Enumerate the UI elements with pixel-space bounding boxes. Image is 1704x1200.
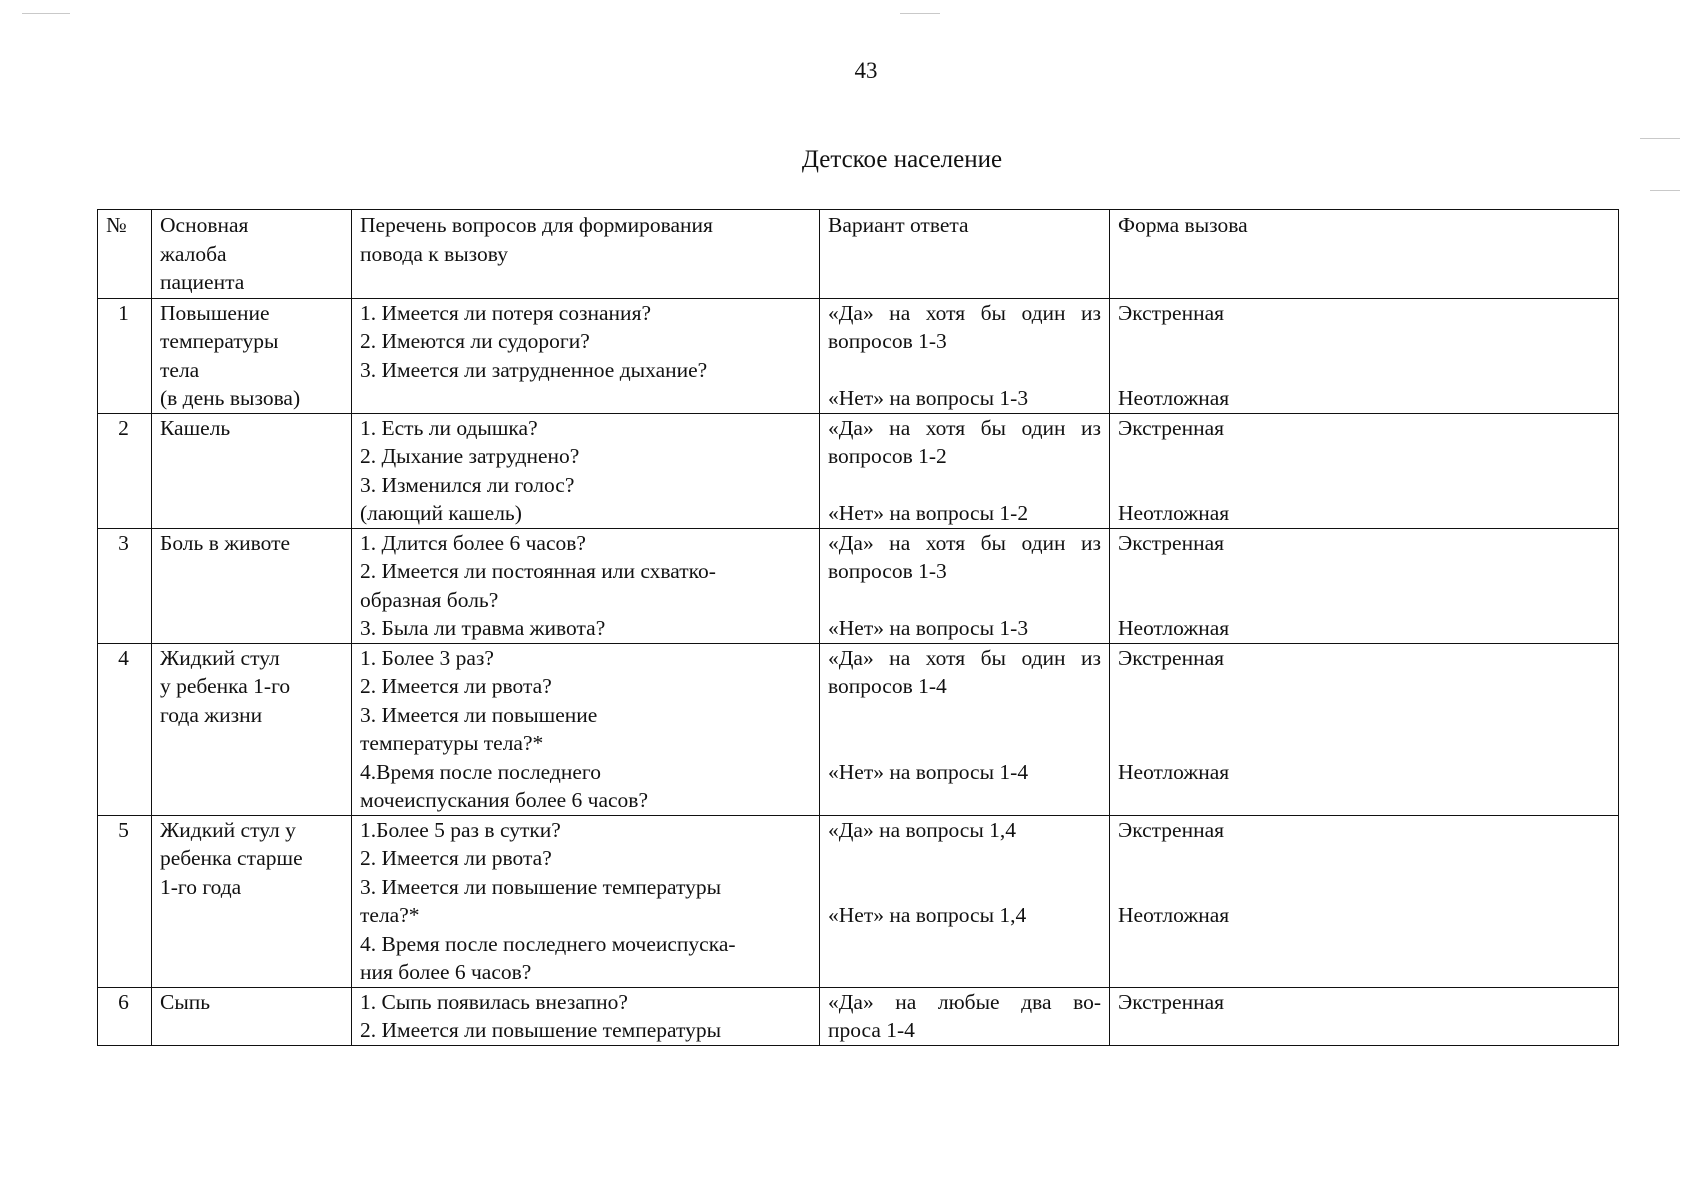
table-row xyxy=(98,413,1619,528)
cell-line: 3. Имеется ли затрудненное дыхание? xyxy=(360,357,708,382)
cell-line: ния более 6 часов? xyxy=(360,960,532,984)
cell-line: Экстренная xyxy=(1118,300,1225,325)
page-number: 43 xyxy=(854,58,878,83)
cell-line: Экстренная xyxy=(1118,645,1225,670)
table-row xyxy=(98,987,1619,1045)
cell-questions xyxy=(352,298,820,413)
cell-line: 4. Время после последнего мочеиспуска- xyxy=(360,931,736,956)
cell-complaint xyxy=(152,528,352,643)
cell-line: 2. Имеется ли постоянная или схватко- xyxy=(360,559,716,583)
cell-line: температуры xyxy=(160,329,279,353)
cell-call-form xyxy=(1110,987,1619,1045)
table-row xyxy=(98,298,1619,413)
cell-complaint xyxy=(152,643,352,815)
cell-line: «Нет» на вопросы 1-3 xyxy=(828,616,1029,640)
blank-line xyxy=(1118,471,1610,500)
blank-line xyxy=(1118,586,1610,615)
cell-line: мочеиспускания более 6 часов? xyxy=(360,788,649,812)
cell-call-form xyxy=(1110,815,1619,987)
cell-line: 1-го года xyxy=(160,874,242,899)
cell-line: 2. Имеется ли рвота? xyxy=(360,674,552,698)
blank-line xyxy=(1118,701,1610,730)
call-reasons-table xyxy=(97,209,1619,1046)
scan-mark xyxy=(1650,190,1680,191)
cell-line: «Да» на любые два во- xyxy=(828,989,1101,1014)
cell-line: «Нет» на вопросы 1-2 xyxy=(828,501,1029,525)
cell-line: Жидкий стул xyxy=(160,645,280,670)
cell-complaint xyxy=(152,413,352,528)
cell-complaint xyxy=(152,987,352,1045)
cell-line: Кашель xyxy=(160,415,231,440)
blank-line xyxy=(828,586,1101,615)
cell-line: Форма вызова xyxy=(1118,213,1248,237)
blank-line xyxy=(1118,356,1610,385)
cell-line: ребенка старше xyxy=(160,846,303,870)
cell-line: «Да» на вопросы 1,4 xyxy=(828,817,1017,842)
cell-line: Жидкий стул у xyxy=(160,817,296,842)
cell-line: вопросов 1-3 xyxy=(828,329,947,353)
cell-line: пациента xyxy=(160,270,245,294)
cell-line: тела?* xyxy=(360,903,420,927)
cell-answers xyxy=(820,528,1110,643)
table-header xyxy=(98,210,1619,299)
blank-line xyxy=(828,844,1101,873)
cell-call-form xyxy=(1110,413,1619,528)
blank-line xyxy=(828,471,1101,500)
blank-line xyxy=(828,701,1101,730)
cell-line: вопросов 1-2 xyxy=(828,444,947,468)
cell-line: Основная xyxy=(160,213,249,237)
cell-questions xyxy=(352,643,820,815)
cell-line: проса 1-4 xyxy=(828,1018,915,1042)
cell-line: Неотложная xyxy=(1118,903,1230,927)
blank-line xyxy=(828,356,1101,385)
scan-mark xyxy=(22,13,70,14)
blank-line xyxy=(1118,442,1610,471)
cell-line: 1. Имеется ли потеря сознания? xyxy=(360,300,651,325)
cell-line: жалоба xyxy=(160,241,227,266)
cell-line: Неотложная xyxy=(1118,386,1230,410)
cell-line: Вариант ответа xyxy=(828,213,969,237)
cell-line: Боль в животе xyxy=(160,530,291,555)
cell-line: 1. Более 3 раз? xyxy=(360,645,494,670)
cell-answers xyxy=(820,298,1110,413)
cell-number: 3 xyxy=(98,528,152,643)
header-call-form xyxy=(1110,210,1619,299)
cell-line: повода к вызову xyxy=(360,241,508,266)
cell-line: № xyxy=(106,213,127,237)
blank-line xyxy=(1118,672,1610,701)
cell-call-form xyxy=(1110,643,1619,815)
cell-line: 2. Имеются ли судороги? xyxy=(360,329,590,353)
cell-questions xyxy=(352,528,820,643)
blank-line xyxy=(1118,557,1610,586)
cell-number: 1 xyxy=(98,298,152,413)
cell-line: температуры тела?* xyxy=(360,731,544,755)
cell-number: 5 xyxy=(98,815,152,987)
cell-questions xyxy=(352,815,820,987)
header-answer xyxy=(820,210,1110,299)
cell-complaint xyxy=(152,815,352,987)
cell-line: Экстренная xyxy=(1118,530,1225,555)
header-complaint xyxy=(152,210,352,299)
cell-line: года жизни xyxy=(160,702,263,727)
cell-line: Экстренная xyxy=(1118,415,1225,440)
cell-line: Неотложная xyxy=(1118,501,1230,525)
cell-line: 3. Имеется ли повышение температуры xyxy=(360,874,722,899)
blank-line xyxy=(828,873,1101,902)
cell-line: «Да» на хотя бы один из xyxy=(828,415,1101,440)
header-row xyxy=(98,210,1619,299)
cell-line: «Да» на хотя бы один из xyxy=(828,300,1101,325)
cell-number: 2 xyxy=(98,413,152,528)
cell-line: 2. Дыхание затруднено? xyxy=(360,444,580,468)
cell-line: Повышение xyxy=(160,300,270,325)
cell-line: «Нет» на вопросы 1-3 xyxy=(828,386,1029,410)
cell-answers xyxy=(820,987,1110,1045)
cell-line: 3. Изменился ли голос? xyxy=(360,472,575,497)
cell-answers xyxy=(820,815,1110,987)
cell-line: «Нет» на вопросы 1,4 xyxy=(828,903,1027,927)
cell-questions xyxy=(352,413,820,528)
cell-line: Неотложная xyxy=(1118,616,1230,640)
cell-line: 2. Имеется ли рвота? xyxy=(360,846,552,870)
cell-line: (лающий кашель) xyxy=(360,501,522,525)
cell-line: (в день вызова) xyxy=(160,386,301,410)
table-body xyxy=(98,298,1619,1045)
blank-line xyxy=(1118,729,1610,758)
cell-line: вопросов 1-4 xyxy=(828,674,947,698)
table-row xyxy=(98,528,1619,643)
scan-mark xyxy=(1640,138,1680,139)
blank-line xyxy=(1118,844,1610,873)
cell-line: Экстренная xyxy=(1118,817,1225,842)
cell-line: у ребенка 1-го xyxy=(160,674,291,698)
cell-answers xyxy=(820,643,1110,815)
cell-answers xyxy=(820,413,1110,528)
header-number xyxy=(98,210,152,299)
cell-number: 6 xyxy=(98,987,152,1045)
cell-line: 3. Была ли травма живота? xyxy=(360,616,606,640)
cell-complaint xyxy=(152,298,352,413)
table-row xyxy=(98,815,1619,987)
header-questions xyxy=(352,210,820,299)
cell-line: 1.Более 5 раз в сутки? xyxy=(360,817,561,842)
cell-call-form xyxy=(1110,528,1619,643)
cell-line: 1. Есть ли одышка? xyxy=(360,415,538,440)
cell-line: 2. Имеется ли повышение температуры xyxy=(360,1018,722,1042)
cell-line: «Нет» на вопросы 1-4 xyxy=(828,759,1029,784)
cell-line: 1. Сыпь появилась внезапно? xyxy=(360,989,628,1014)
blank-line xyxy=(1118,327,1610,356)
section-title: Детское население xyxy=(801,146,1003,173)
cell-line: Неотложная xyxy=(1118,759,1230,784)
scan-mark xyxy=(900,13,940,14)
cell-line: образная боль? xyxy=(360,587,499,612)
blank-line xyxy=(1118,873,1610,902)
blank-line xyxy=(828,729,1101,758)
cell-line: вопросов 1-3 xyxy=(828,559,947,583)
cell-number: 4 xyxy=(98,643,152,815)
cell-line: «Да» на хотя бы один из xyxy=(828,530,1101,555)
cell-line: тела xyxy=(160,357,200,382)
cell-line: Сыпь xyxy=(160,989,211,1014)
cell-call-form xyxy=(1110,298,1619,413)
cell-questions xyxy=(352,987,820,1045)
table-row xyxy=(98,643,1619,815)
cell-line: 3. Имеется ли повышение xyxy=(360,702,598,727)
cell-line: Перечень вопросов для формирования xyxy=(360,213,713,237)
cell-line: 1. Длится более 6 часов? xyxy=(360,530,586,555)
cell-line: Экстренная xyxy=(1118,989,1225,1014)
cell-line: «Да» на хотя бы один из xyxy=(828,645,1101,670)
cell-line: 4.Время после последнего xyxy=(360,759,601,784)
